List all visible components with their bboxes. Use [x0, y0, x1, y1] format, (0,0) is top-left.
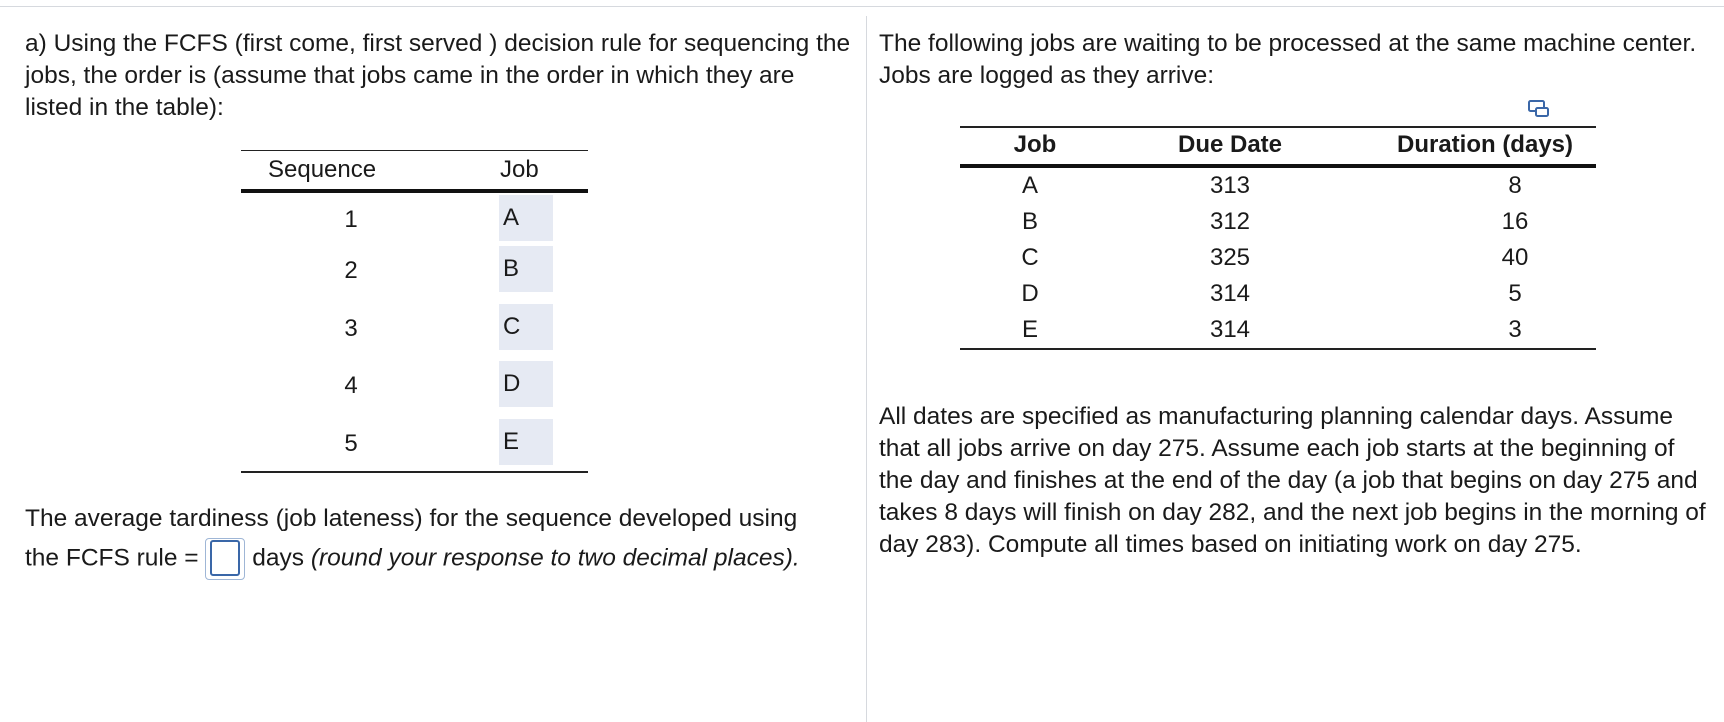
job-due-date: 314	[1209, 280, 1251, 307]
job-due-date: 312	[1209, 208, 1251, 235]
jobs-header-duration: Duration (days)	[1396, 131, 1573, 158]
job-duration: 8	[1508, 172, 1522, 199]
job-header: Job	[500, 156, 539, 183]
job-id: E	[1021, 316, 1038, 343]
rounding-note: (round your response to two decimal places).	[310, 544, 800, 572]
jobs-table-top-rule	[960, 126, 1596, 128]
job-id: C	[1021, 244, 1039, 271]
jobs-table-bottom-rule	[960, 348, 1596, 350]
sequence-number: 4	[344, 372, 358, 399]
tardiness-label: the FCFS rule =	[25, 544, 199, 572]
sequence-number: 1	[344, 206, 358, 233]
tardiness-question	[25, 500, 865, 580]
job-id: D	[1021, 280, 1039, 307]
jobs-table-header-rule	[960, 164, 1596, 168]
problem-notes: All dates are specified as manufacturing planning calendar days. Assume that all jobs arrive on day 275. Assume each job starts at the beginning of the day and finishes at the end of the day (a job that begins on day 275 and takes 8 days will finish on day 282, and the next job begins in the morning of day 283). Compute all times based on initiating work on day 275.	[879, 402, 1706, 558]
job-cell-2[interactable]: B	[499, 246, 553, 292]
job-duration: 16	[1501, 208, 1529, 235]
answer-input-frame	[205, 538, 245, 580]
jobs-header-due-date: Due Date	[1177, 131, 1283, 158]
sequence-table-bottom-rule	[241, 471, 588, 473]
job-duration: 40	[1501, 244, 1529, 271]
question-prompt: a) Using the FCFS (first come, first served ) decision rule for sequencing the jobs, the order is (assume that jobs came in the order in which they are listed in the table):	[25, 30, 851, 121]
tardiness-line-1: The average tardiness (job lateness) for the sequence developed using	[25, 505, 798, 532]
job-due-date: 314	[1209, 316, 1251, 343]
question-panel	[25, 28, 855, 124]
job-due-date: 325	[1209, 244, 1251, 271]
job-duration: 5	[1508, 280, 1522, 307]
job-cell-4[interactable]: D	[499, 361, 553, 407]
job-cell-3[interactable]: C	[499, 304, 553, 350]
job-id: B	[1021, 208, 1038, 235]
problem-panel	[879, 28, 1709, 92]
sequence-table-top-rule	[241, 150, 588, 151]
problem-intro: The following jobs are waiting to be processed at the same machine center. Jobs are logged as they arrive:	[879, 30, 1697, 89]
jobs-header-job: Job	[1013, 131, 1057, 158]
sequence-number: 3	[344, 315, 358, 342]
job-cell-1[interactable]: A	[499, 195, 553, 241]
average-tardiness-input[interactable]	[210, 540, 240, 576]
job-cell-5[interactable]: E	[499, 419, 553, 465]
top-border	[0, 6, 1724, 7]
tardiness-unit: days	[252, 544, 304, 572]
sequence-number: 2	[344, 257, 358, 284]
job-id: A	[1021, 172, 1038, 199]
sequence-table-header-rule	[241, 189, 588, 193]
panel-divider	[866, 16, 867, 722]
sequence-header: Sequence	[268, 156, 377, 183]
job-duration: 3	[1508, 316, 1522, 343]
copy-table-icon[interactable]	[1528, 99, 1550, 119]
tardiness-line-2	[25, 538, 865, 580]
job-due-date: 313	[1209, 172, 1251, 199]
sequence-number: 5	[344, 430, 358, 457]
